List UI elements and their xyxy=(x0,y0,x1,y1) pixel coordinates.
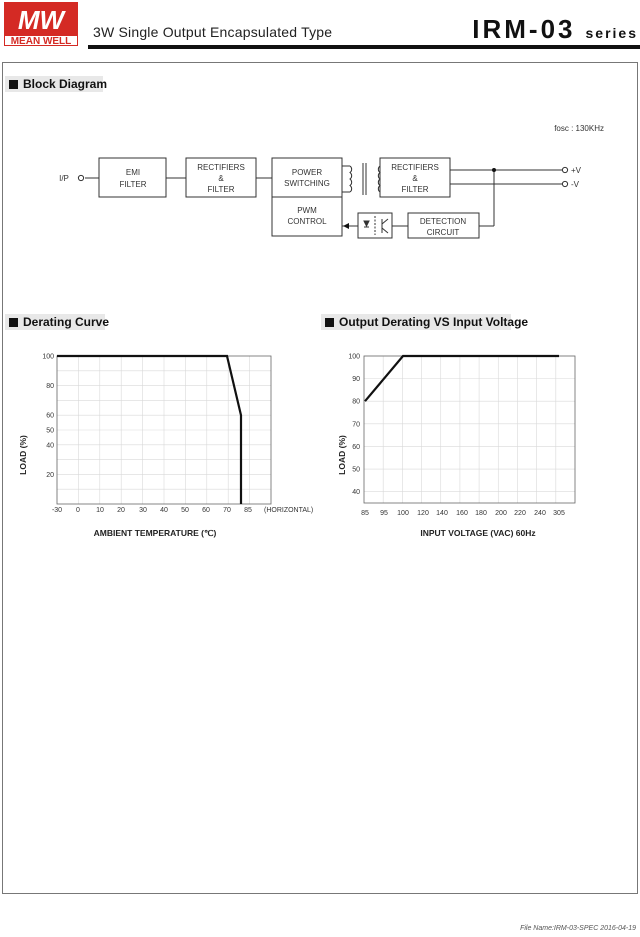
x-tick-label: -30 xyxy=(51,507,63,514)
section-heading-derating-curve xyxy=(5,314,110,330)
x-tick-label: 95 xyxy=(380,510,388,517)
y-axis-label: LOAD (%) xyxy=(18,435,28,475)
y-tick-label: 40 xyxy=(46,442,54,450)
y-tick-label: 60 xyxy=(46,412,54,420)
x-tick-label: 100 xyxy=(397,510,409,517)
x-tick-label: 10 xyxy=(96,507,104,514)
pwm-control-line2: CONTROL xyxy=(287,217,327,226)
y-axis-label: LOAD (%) xyxy=(337,435,347,475)
x-tick-label: 120 xyxy=(417,510,429,517)
input-terminal xyxy=(78,175,83,180)
fosc-label: fosc : 130KHz xyxy=(554,124,604,133)
output-derating-chart xyxy=(320,340,640,550)
derating-curve-chart xyxy=(0,340,320,550)
x-tick-label: 40 xyxy=(160,507,168,514)
model-number: IRM-03 xyxy=(472,14,576,44)
heading-bullet xyxy=(325,318,334,327)
x-tick-label: 50 xyxy=(181,507,189,514)
emi-filter-line1: EMI xyxy=(125,168,141,177)
model-series xyxy=(472,14,638,45)
x-tick-label: 0 xyxy=(76,507,80,514)
y-tick-label: 50 xyxy=(46,427,54,435)
output-neg-label: -V xyxy=(571,180,579,189)
x-tick-label: 220 xyxy=(514,510,526,517)
section-title: Output Derating VS Input Voltage xyxy=(339,315,529,329)
rectifiers-out-line3: FILTER xyxy=(401,185,429,194)
heading-bullet xyxy=(9,318,18,327)
output-pos-label: +V xyxy=(571,166,582,175)
document-title: 3W Single Output Encapsulated Type xyxy=(93,24,333,40)
power-switching-line2: SWITCHING xyxy=(284,179,330,188)
pwm-control-line1: PWM xyxy=(297,206,317,215)
x-tick-label: 85 xyxy=(361,510,369,517)
x-axis-label: AMBIENT TEMPERATURE (℃) xyxy=(93,528,217,538)
x-tick-label: 30 xyxy=(139,507,147,514)
y-tick-label: 50 xyxy=(352,466,360,474)
section-heading-block-diagram xyxy=(5,76,108,92)
x-tick-label: 240 xyxy=(534,510,546,517)
rectifiers-in-line1: RECTIFIERS xyxy=(197,163,245,172)
input-label: I/P xyxy=(59,174,69,183)
block-diagram xyxy=(0,100,640,260)
emi-filter-line2: FILTER xyxy=(119,180,147,189)
detection-circuit-line1: DETECTION xyxy=(419,217,467,226)
power-switching-line1: POWER xyxy=(291,168,323,177)
y-tick-label: 80 xyxy=(46,383,54,391)
y-tick-label: 90 xyxy=(352,376,360,384)
rectifiers-in-line3: FILTER xyxy=(207,185,235,194)
x-tick-label: 140 xyxy=(436,510,448,517)
section-title: Derating Curve xyxy=(23,315,110,329)
section-title: Block Diagram xyxy=(23,77,108,91)
x-tick-label: 70 xyxy=(223,507,231,514)
output-neg-terminal xyxy=(562,181,567,186)
rectifiers-out-line1: RECTIFIERS xyxy=(391,163,439,172)
heading-bullet xyxy=(9,80,18,89)
x-tick-label: 305 xyxy=(553,510,565,517)
rectifiers-out-line2: & xyxy=(412,174,418,183)
y-tick-label: 100 xyxy=(348,353,360,361)
y-tick-label: 80 xyxy=(352,398,360,406)
rectifiers-in-line2: & xyxy=(218,174,224,183)
section-heading-output-derating xyxy=(321,314,529,330)
x-tick-label: 60 xyxy=(202,507,210,514)
x-tick-label: 180 xyxy=(475,510,487,517)
mean-well-logo xyxy=(4,2,78,46)
y-tick-label: 40 xyxy=(352,489,360,497)
output-pos-terminal xyxy=(562,167,567,172)
arrow-to-pwm xyxy=(343,223,349,229)
junction-dot xyxy=(492,168,496,172)
x-axis-label: INPUT VOLTAGE (VAC) 60Hz xyxy=(420,528,536,538)
detection-circuit-line2: CIRCUIT xyxy=(426,228,460,237)
emi-filter-box xyxy=(99,158,166,197)
logo-monogram: MW xyxy=(17,5,65,35)
x-tick-label: 160 xyxy=(456,510,468,517)
y-tick-label: 100 xyxy=(42,353,54,361)
y-tick-label: 60 xyxy=(352,443,360,451)
plot-frame xyxy=(364,356,575,503)
x-tick-label: 200 xyxy=(495,510,507,517)
x-axis-suffix: (HORIZONTAL) xyxy=(264,507,314,514)
x-tick-label: 20 xyxy=(117,507,125,514)
header-rule xyxy=(88,45,640,49)
y-tick-label: 70 xyxy=(352,421,360,429)
series-word: series xyxy=(585,25,638,41)
footer-filename: File Name:IRM-03-SPEC 2016-04-19 xyxy=(520,925,636,932)
x-tick-label: 85 xyxy=(244,507,252,514)
logo-text: MEAN WELL xyxy=(10,36,72,46)
power-switching-box xyxy=(272,158,342,197)
y-tick-label: 20 xyxy=(46,471,54,479)
